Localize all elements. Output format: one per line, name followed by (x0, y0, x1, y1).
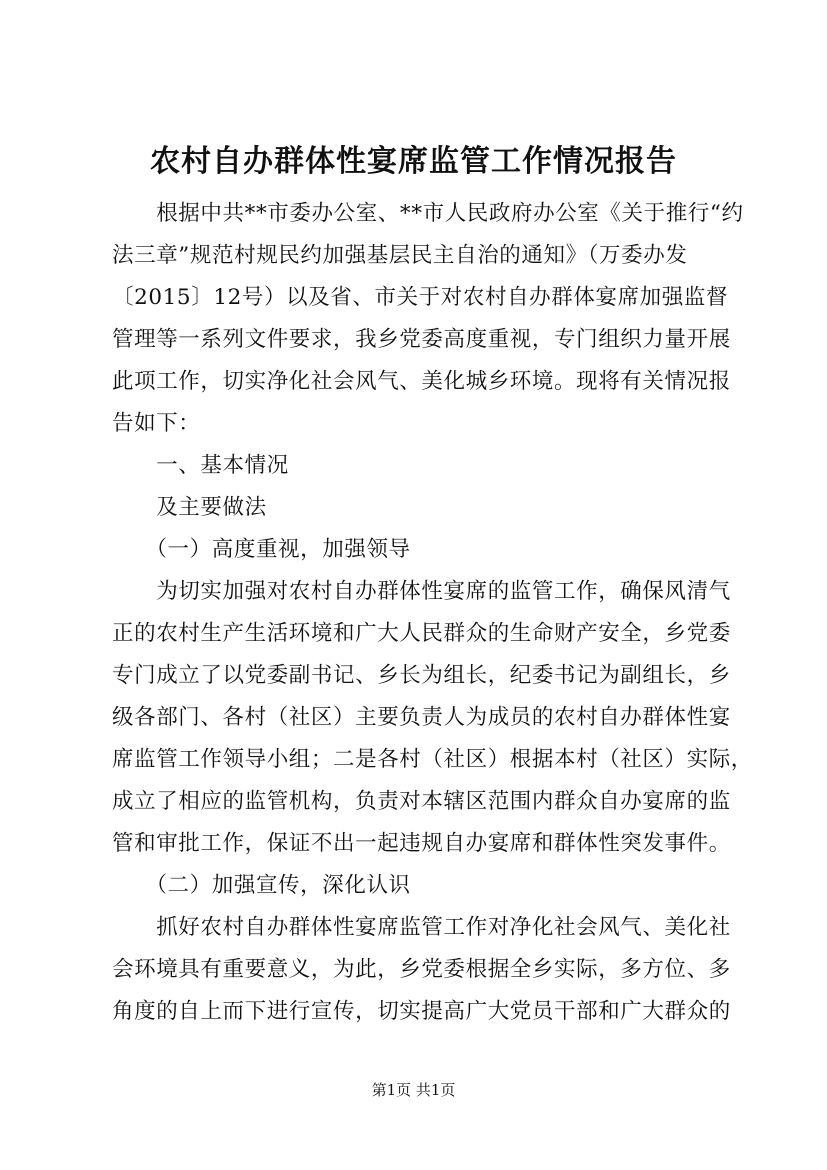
body-line: 级各部门、各村（社区）主要负责人为成员的农村自办群体性宴 (112, 705, 731, 730)
body-line: 根据中共**市委办公室、**市人民政府办公室《关于推行“约 (112, 201, 744, 226)
body-line: 正的农村生产生活环境和广大人民群众的生命财产安全，乡党委 (112, 621, 731, 646)
body-line: 告如下： (112, 411, 201, 436)
document-title: 农村自办群体性宴席监管工作情况报告 (150, 144, 677, 179)
body-line: 为切实加强对农村自办群体性宴席的监管工作，确保风清气 (112, 579, 731, 604)
body-line: 〔2015〕12号）以及省、市关于对农村自办群体宴席加强监督 (112, 285, 729, 310)
page-footer: 第1页 共1页 (371, 1081, 456, 1099)
body-line: 此项工作，切实净化社会风气、美化城乡环境。现将有关情况报 (112, 369, 731, 394)
body-line: 法三章”规范村规民约加强基层民主自治的通知》（万委办发 (112, 243, 688, 268)
body-line: 席监管工作领导小组；二是各村（社区）根据本村（社区）实际， (112, 747, 753, 772)
body-line: 专门成立了以党委副书记、乡长为组长，纪委书记为副组长，乡 (112, 663, 731, 688)
section-heading: 及主要做法 (112, 495, 267, 520)
subsection-heading: （一）高度重视，加强领导 (112, 537, 411, 562)
body-line: 会环境具有重要意义，为此，乡党委根据全乡实际，多方位、多 (112, 957, 731, 982)
body-line: 抓好农村自办群体性宴席监管工作对净化社会风气、美化社 (112, 915, 731, 940)
body-line: 角度的自上而下进行宣传，切实提高广大党员干部和广大群众的 (112, 999, 731, 1024)
subsection-heading: （二）加强宣传，深化认识 (112, 873, 411, 898)
section-heading: 一、基本情况 (112, 453, 289, 478)
body-line: 成立了相应的监管机构，负责对本辖区范围内群众自办宴席的监 (112, 789, 731, 814)
body-line: 管理等一系列文件要求，我乡党委高度重视，专门组织力量开展 (112, 327, 731, 352)
body-line: 管和审批工作，保证不出一起违规自办宴席和群体性突发事件。 (112, 831, 731, 856)
